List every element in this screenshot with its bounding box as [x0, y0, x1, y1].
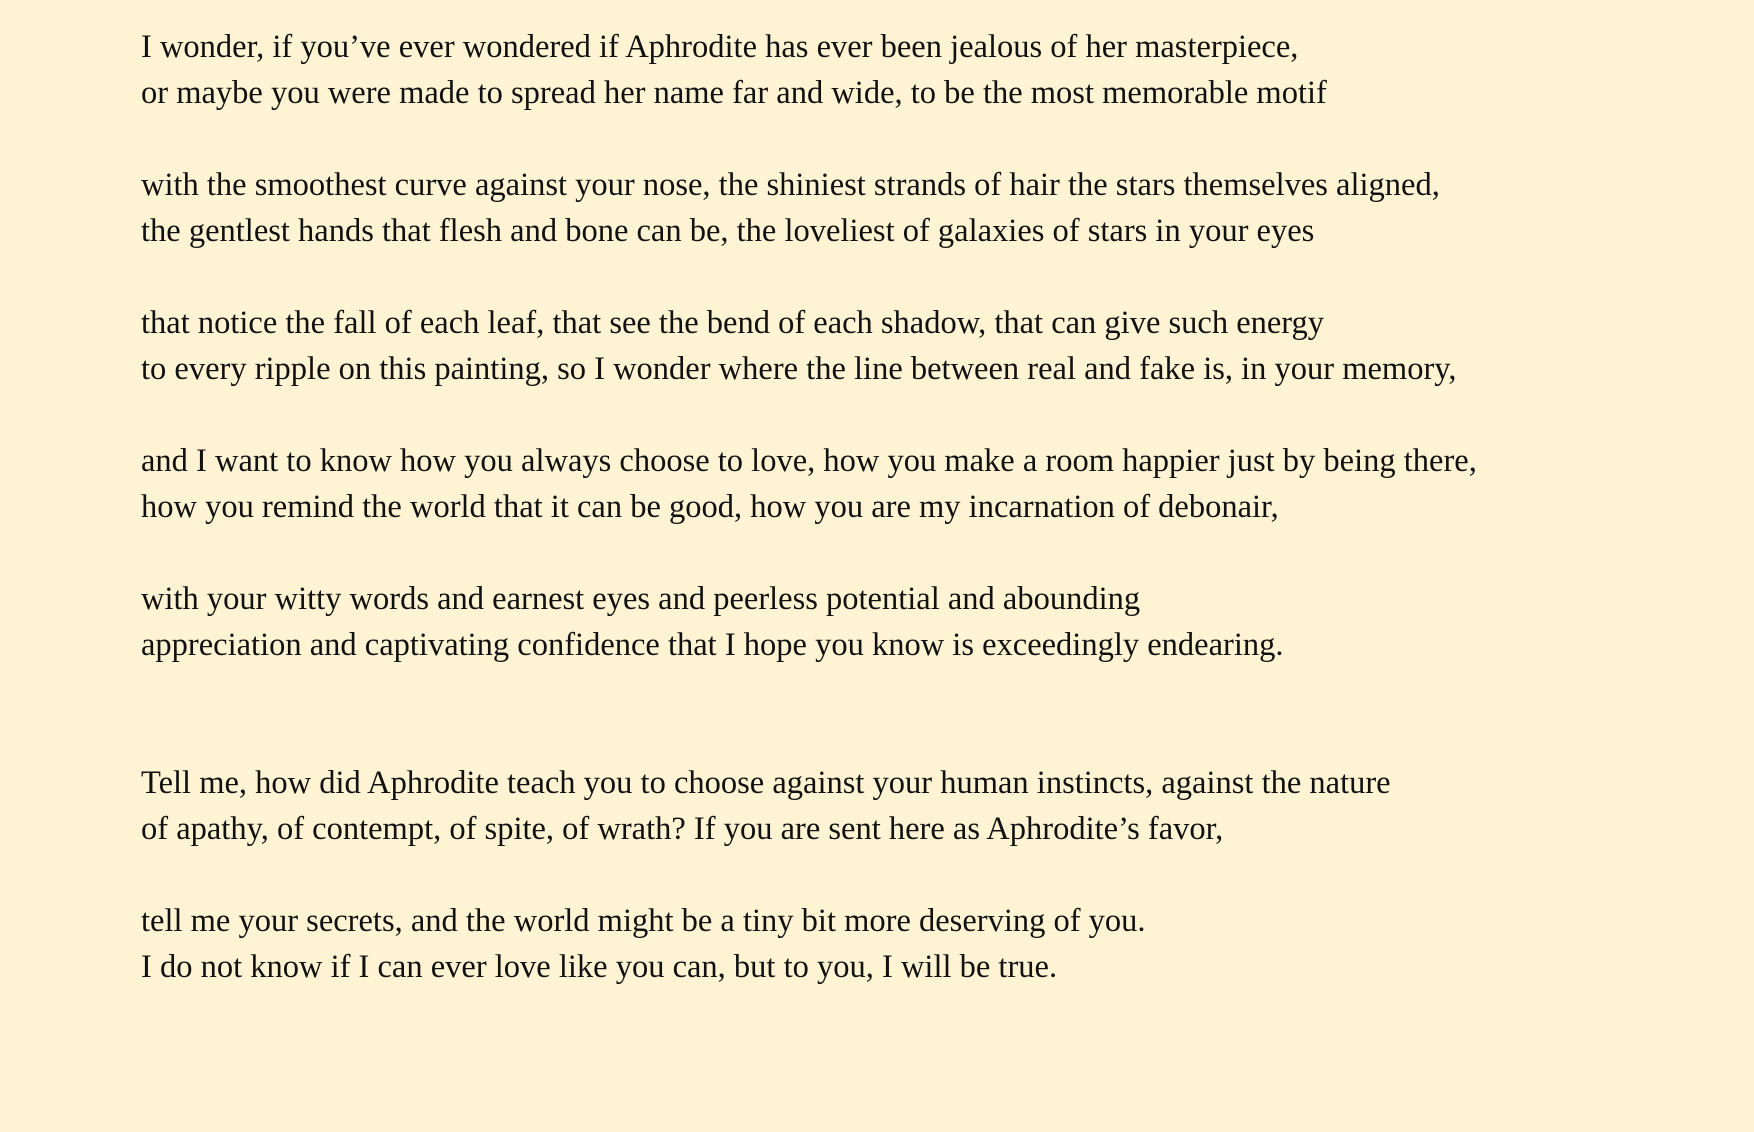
poem	[141, 24, 1701, 990]
stanza	[141, 760, 1701, 852]
poem-line: the gentlest hands that flesh and bone can be, the loveliest of galaxies of stars in your eyes	[141, 213, 1315, 249]
stanza	[141, 438, 1701, 530]
poem-line: tell me your secrets, and the world might be a tiny bit more deserving of you.	[141, 903, 1146, 939]
stanza	[141, 576, 1701, 668]
poem-line: with your witty words and earnest eyes and peerless potential and abounding	[141, 581, 1141, 617]
poem-line: that notice the fall of each leaf, that see the bend of each shadow, that can give such energy	[141, 305, 1325, 341]
poem-line: with the smoothest curve against your nose, the shiniest strands of hair the stars themselves aligned,	[141, 167, 1440, 203]
poem-line: I wonder, if you’ve ever wondered if Aphrodite has ever been jealous of her masterpiece,	[141, 29, 1299, 65]
poem-line: to every ripple on this painting, so I wonder where the line between real and fake is, in your memory,	[141, 351, 1457, 387]
poem-line: I do not know if I can ever love like you can, but to you, I will be true.	[141, 949, 1058, 985]
poem-line: and I want to know how you always choose to love, how you make a room happier just by being there,	[141, 443, 1477, 479]
poem-line: how you remind the world that it can be good, how you are my incarnation of debonair,	[141, 489, 1279, 525]
poem-line: of apathy, of contempt, of spite, of wrath? If you are sent here as Aphrodite’s favor,	[141, 811, 1224, 847]
stanza	[141, 24, 1701, 116]
poem-line: or maybe you were made to spread her name far and wide, to be the most memorable motif	[141, 75, 1327, 111]
stanza	[141, 300, 1701, 392]
poem-line: appreciation and captivating confidence that I hope you know is exceedingly endearing.	[141, 627, 1284, 663]
stanza	[141, 162, 1701, 254]
stanza	[141, 898, 1701, 990]
poem-line: Tell me, how did Aphrodite teach you to choose against your human instincts, against the nature	[141, 765, 1391, 801]
